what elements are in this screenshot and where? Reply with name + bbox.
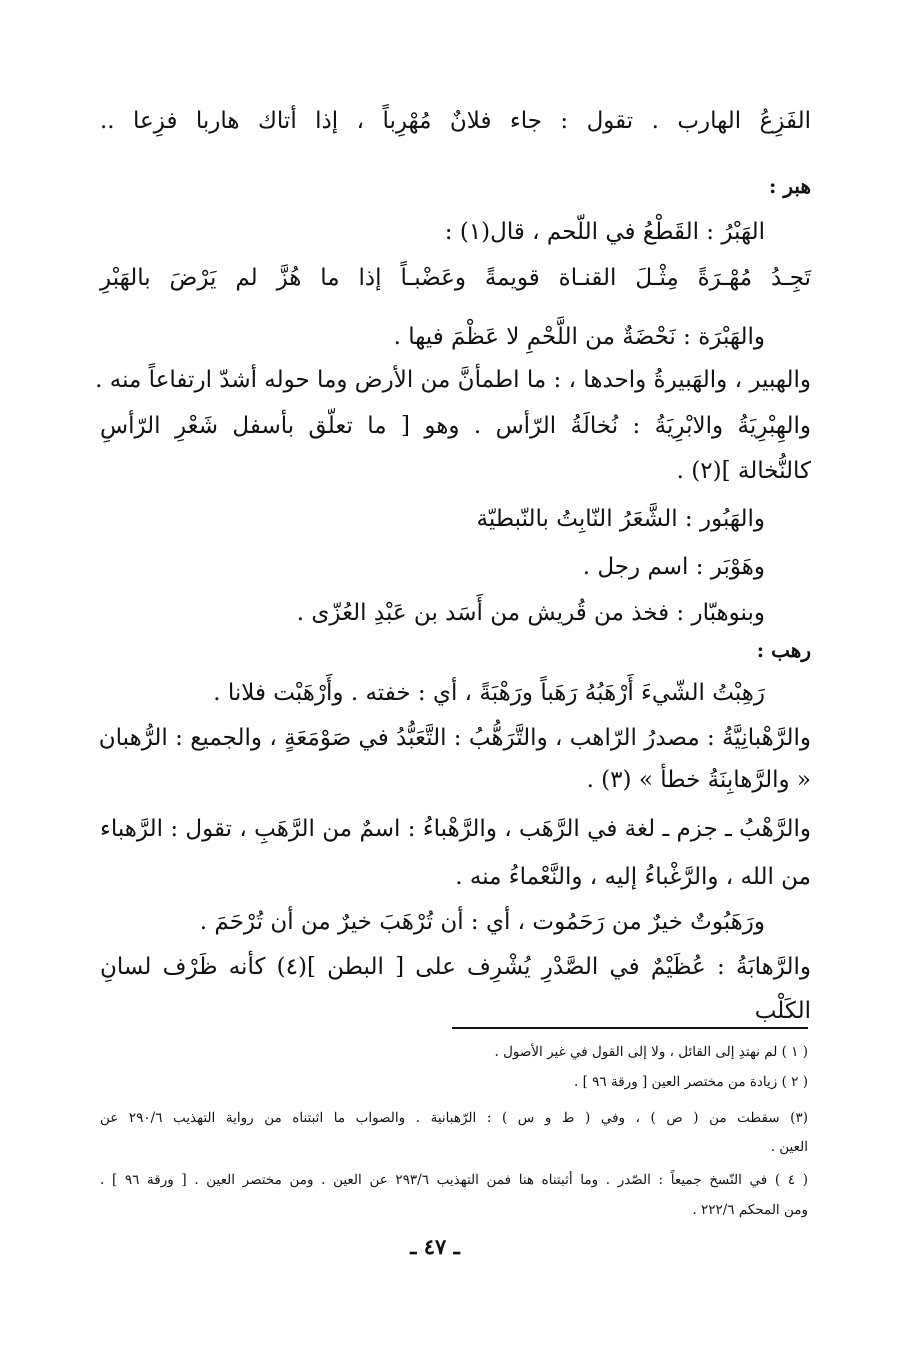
body-line: وهَوْبَر : اسم رجل . xyxy=(582,554,765,580)
footnote-3-continuation: العين . xyxy=(770,1139,808,1155)
footnote-1: ( ١ ) لم نهتدِ إلى القائل ، ولا إلى القول في غير الأصول . xyxy=(494,1044,808,1060)
body-line: ورَهَبُوتٌ خيرٌ من رَحَمُوت ، أي : أن تُرْهَبَ خيرٌ من أن تُرْحَمَ . xyxy=(199,909,765,935)
body-line: والرَّهْبُ ـ جزم ـ لغة في الرَّهَب ، والرَّهْباءُ : اسمٌ من الرَّهَبِ ، تقول : الرَّهباء xyxy=(100,816,811,842)
body-line: والهَبْرَة : نَحْضَةٌ من اللَّحْمِ لا عَظْمَ فيها . xyxy=(393,324,765,350)
body-line: رَهِبْتُ الشّيءَ أَرْهَبُهُ رَهَباً ورَهْبَةً ، أي : خفته . وأَرْهَبْت فلانا . xyxy=(213,680,765,706)
body-line: الفَزِعُ الهارب . تقول : جاء فلانٌ مُهْرِباً ، إذا أتاك هاربا فزِعا .. xyxy=(100,108,811,134)
body-line: وبنوهبّار : فخذ من قُريش من أَسَد بن عَبْدِ العُزّى . xyxy=(296,600,765,626)
body-line: والرَّهابَةُ : عُظَيْمٌ في الصَّدْرِ يُشْرِف على [ البطن ](٤) كأنه ظَرْف لسانِ xyxy=(100,954,812,980)
body-line: الهَبْرُ : القَطْعُ في اللّحم ، قال(١) : xyxy=(444,219,765,245)
page-number: ـ ٤٧ ـ xyxy=(410,1234,460,1259)
footnote-4: ( ٤ ) في النّسخ جميعاً : الصّدر . وما أثبتناه هنا فمن التهذيب ٢٩٣/٦ عن العين . ومن مختصر العين . [ ورقة ٩٦ ] . xyxy=(100,1172,809,1188)
body-line: كالنُّخالة ](٢) . xyxy=(676,458,811,484)
body-line: « والرَّهابِنَةُ خطأ » (٣) . xyxy=(586,767,811,793)
footnote-2: ( ٢ ) زيادة من مختصر العين [ ورقة ٩٦ ] . xyxy=(574,1074,808,1090)
body-line: والهَبُور : الشَّعَرُ النّابِتُ بالنّبطيّة xyxy=(476,506,765,532)
body-line: والرَّهْبانِيَّةُ : مصدرُ الرّاهب ، والتَّرَهُّبُ : التَّعَبُّدُ في صَوْمَعَةٍ ، والجميع : الرُّهبان xyxy=(98,725,811,751)
section-heading-rahb: رهب : xyxy=(756,638,811,662)
body-line: والهِبْرِيَةُ والابْرِيَةُ : نُخالَةُ الرّأس . وهو [ ما تعلّق بأسفل شَعْرِ الرّأسِ xyxy=(100,413,811,439)
poem-verse: تَجِـدُ مُهْـرَةً مِثْـلَ القنـاة قويمةً وعَضْبـاً إذا ما هُزَّ لم يَرْضَ بالهَبْرِ xyxy=(100,265,811,291)
section-heading-habr: هبر : xyxy=(769,174,811,198)
footnote-4-continuation: ومن المحكم ٢٢٢/٦ . xyxy=(692,1202,808,1218)
body-line: الكَلْب xyxy=(754,998,811,1024)
footnote-3: (٣) سقطت من ( ص ) ، وفي ( ط و س ) : الرّهبانية . والصواب ما اثبتناه من رواية التهذيب ٢٩٠/٦ عن xyxy=(100,1110,808,1126)
footnote-divider xyxy=(452,1027,808,1029)
body-line: من الله ، والرَّغْباءُ إليه ، والنَّعْماءُ منه . xyxy=(455,864,811,890)
body-line: والهبير ، والهَبيرةُ واحدها ، : ما اطمأنَّ من الأرض وما حوله أشدّ ارتفاعاً منه . xyxy=(95,367,811,393)
